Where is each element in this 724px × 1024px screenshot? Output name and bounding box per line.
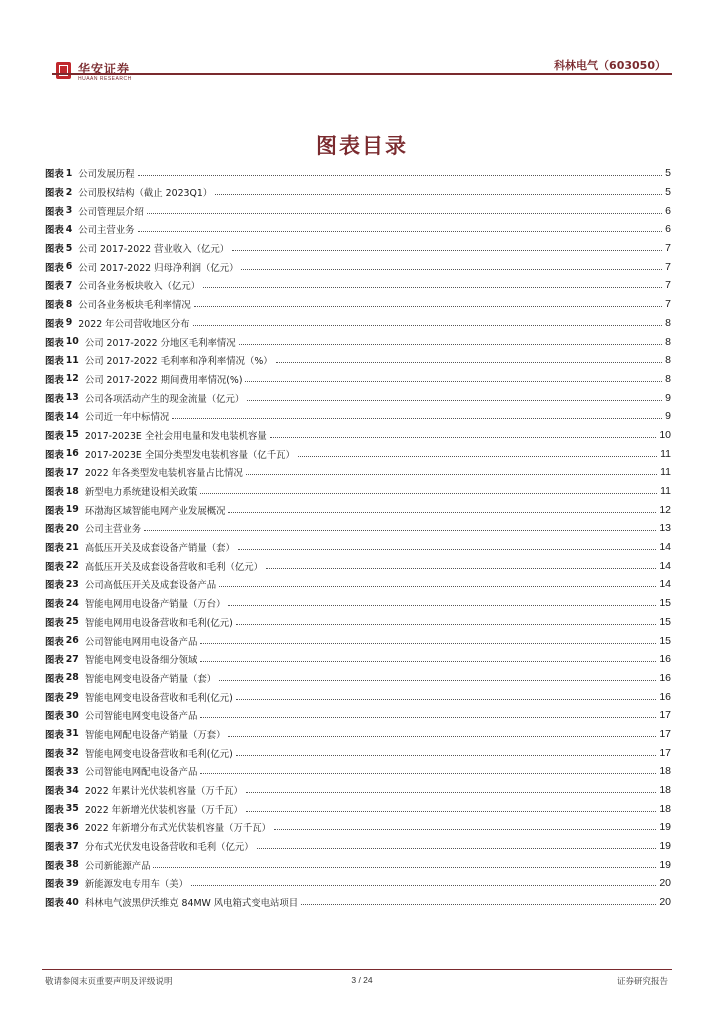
toc-entry-page: 5 — [665, 167, 671, 180]
toc-entry-leader — [236, 698, 657, 700]
toc-entry-leader — [138, 230, 663, 232]
toc-entry-leader — [241, 268, 662, 270]
toc-entry-page: 7 — [665, 260, 671, 273]
toc-entry-title: 公司 2017-2022 归母净利润（亿元） — [78, 262, 239, 274]
toc-entry-label: 图表 — [45, 412, 64, 424]
toc-entry-page: 8 — [665, 354, 671, 367]
toc-entry-leader — [138, 174, 663, 176]
toc-entry-label: 图表 — [45, 673, 64, 685]
toc-entry-number: 15 — [65, 429, 79, 441]
toc-entry[interactable] — [45, 500, 671, 519]
toc-entry-page: 13 — [659, 522, 671, 535]
toc-entry-title: 智能电网变电设备营收和毛利(亿元) — [84, 692, 233, 704]
toc-entry[interactable] — [45, 781, 671, 800]
toc-entry-page: 17 — [659, 709, 671, 722]
toc-entry-title: 公司主营业务 — [78, 225, 135, 237]
toc-entry-page: 5 — [665, 186, 671, 199]
toc-entry-number: 36 — [65, 821, 79, 833]
toc-entry-number: 33 — [65, 765, 79, 777]
toc-entry-number: 23 — [65, 578, 79, 590]
toc-entry-label: 图表 — [45, 823, 64, 835]
toc-entry[interactable] — [45, 295, 671, 314]
toc-entry[interactable] — [45, 575, 671, 594]
toc-entry-leader — [228, 604, 656, 606]
toc-entry-leader — [228, 511, 656, 513]
toc-entry-leader — [238, 548, 656, 550]
toc-entry-title: 2017-2023E 全国分类型发电装机容量（亿千瓦） — [84, 449, 295, 461]
toc-entry-number: 20 — [65, 522, 79, 534]
toc-entry-label: 图表 — [45, 206, 64, 218]
toc-entry-page: 11 — [660, 466, 671, 479]
toc-entry-number: 10 — [65, 336, 79, 348]
toc-entry-title: 高低压开关及成套设备营收和毛利（亿元） — [84, 561, 263, 573]
toc-entry-page: 19 — [659, 821, 671, 834]
toc-entry-number: 5 — [65, 242, 73, 254]
toc-entry-number: 18 — [65, 485, 79, 497]
toc-entry-leader — [274, 828, 656, 830]
toc-entry-title: 智能电网配电设备产销量（万套） — [84, 729, 226, 741]
toc-entry-leader — [194, 305, 662, 307]
toc-entry-title: 公司 2017-2022 期间费用率情况(%) — [84, 374, 243, 386]
toc-entry-leader — [298, 455, 657, 457]
toc-entry-leader — [200, 772, 656, 774]
toc-entry-number: 6 — [65, 261, 73, 273]
toc-entry-leader — [191, 884, 656, 886]
toc-entry[interactable] — [45, 519, 671, 538]
toc-entry-title: 智能电网变电设备细分领域 — [84, 655, 198, 667]
toc-entry-label: 图表 — [45, 898, 64, 910]
toc-entry-label: 图表 — [45, 786, 64, 798]
toc-entry-leader — [200, 642, 656, 644]
toc-entry-page: 18 — [659, 784, 671, 797]
toc-entry-leader — [236, 623, 657, 625]
page-number: 3 / 24 — [351, 975, 373, 985]
toc-entry-number: 4 — [65, 223, 73, 235]
toc-entry-page: 7 — [665, 298, 671, 311]
toc-entry[interactable] — [45, 874, 671, 893]
toc-entry-label: 图表 — [45, 487, 64, 499]
toc-entry-title: 2022 年新增分布式光伏装机容量（万千瓦） — [84, 823, 272, 835]
toc-entry-label: 图表 — [45, 225, 64, 237]
toc-entry-page: 9 — [665, 391, 671, 404]
toc-entry-page: 8 — [665, 335, 671, 348]
toc-entry-page: 20 — [659, 877, 671, 890]
toc-entry-leader — [219, 585, 656, 587]
toc-entry-title: 公司发展历程 — [78, 169, 135, 181]
toc-entry-number: 8 — [65, 298, 73, 310]
toc-entry-title: 智能电网变电设备营收和毛利(亿元) — [84, 748, 233, 760]
toc-entry-number: 39 — [65, 877, 79, 889]
toc-entry-leader — [232, 249, 662, 251]
toc-entry-leader — [270, 436, 657, 438]
toc-entry-leader — [301, 903, 656, 905]
toc-entry-label: 图表 — [45, 188, 64, 200]
toc-entry-label: 图表 — [45, 879, 64, 891]
report-type-label: 证券研究报告 — [616, 977, 668, 987]
toc-entry-title: 公司各项活动产生的现金流量（亿元） — [84, 393, 245, 405]
brand-logo-text: 华安证券 — [78, 62, 131, 76]
toc-entry-title: 2022 年累计光伏装机容量（万千瓦） — [84, 786, 243, 798]
page-header — [0, 0, 724, 80]
toc-entry-label: 图表 — [45, 860, 64, 872]
toc-entry-page: 19 — [659, 858, 671, 871]
toc-entry-label: 图表 — [45, 374, 64, 386]
toc-entry-leader — [276, 361, 662, 363]
toc-entry-label: 图表 — [45, 524, 64, 536]
toc-entry[interactable] — [45, 407, 671, 426]
toc-entry-number: 35 — [65, 803, 79, 815]
toc-entry-page: 18 — [659, 802, 671, 815]
toc-entry-leader — [153, 866, 656, 868]
toc-title: 图表目录 — [316, 134, 408, 158]
toc-entry-number: 2 — [65, 186, 73, 198]
toc-entry-leader — [236, 754, 657, 756]
toc-entry-title: 智能电网用电设备营收和毛利(亿元) — [84, 617, 233, 629]
toc-entry-leader — [200, 716, 656, 718]
toc-entry-page: 10 — [659, 428, 671, 441]
toc-entry-number: 32 — [65, 747, 79, 759]
toc-entry[interactable] — [45, 799, 671, 818]
toc-entry-number: 38 — [65, 859, 79, 871]
toc-entry-leader — [215, 193, 662, 195]
toc-entry-leader — [172, 417, 662, 419]
footer-divider — [42, 969, 672, 970]
toc-entry-title: 公司主营业务 — [84, 524, 142, 536]
toc-entry-page: 14 — [659, 578, 671, 591]
toc-entry-label: 图表 — [45, 505, 64, 517]
toc-entry[interactable] — [45, 239, 671, 258]
toc-entry-page: 14 — [659, 541, 671, 554]
toc-entry-page: 8 — [665, 372, 671, 385]
toc-entry[interactable] — [45, 650, 671, 669]
toc-entry-title: 公司智能电网配电设备产品 — [84, 767, 198, 779]
toc-entry-title: 公司高低压开关及成套设备产品 — [84, 580, 217, 592]
toc-entry-title: 公司股权结构（截止 2023Q1） — [78, 188, 213, 200]
toc-entry[interactable] — [45, 762, 671, 781]
toc-entry-number: 17 — [65, 466, 79, 478]
toc-entry-leader — [246, 791, 656, 793]
toc-entry-page: 8 — [665, 316, 671, 329]
toc-entry-number: 29 — [65, 691, 79, 703]
toc-entry-number: 28 — [65, 672, 79, 684]
toc-entry-leader — [193, 324, 663, 326]
toc-entry[interactable] — [45, 893, 671, 912]
toc-entry-number: 14 — [65, 410, 79, 422]
toc-entry-label: 图表 — [45, 281, 64, 293]
toc-entry[interactable] — [45, 332, 671, 351]
toc-entry-title: 公司 2017-2022 分地区毛利率情况 — [84, 337, 236, 349]
toc-entry-number: 16 — [65, 448, 79, 460]
toc-entry-page: 11 — [660, 485, 671, 498]
toc-entry[interactable] — [45, 314, 671, 333]
toc-entry[interactable] — [45, 257, 671, 276]
toc-entry-page: 6 — [665, 204, 671, 217]
logo-seal-icon — [56, 62, 71, 79]
toc-entry-leader — [203, 286, 662, 288]
toc-entry-number: 40 — [65, 896, 79, 908]
toc-entry-number: 7 — [65, 279, 73, 291]
toc-entry-number: 31 — [65, 728, 79, 740]
toc-entry[interactable] — [45, 220, 671, 239]
toc-entry-label: 图表 — [45, 748, 64, 760]
toc-entry-leader — [239, 343, 663, 345]
toc-entry-label: 图表 — [45, 337, 64, 349]
toc-entry-title: 分布式光伏发电设备营收和毛利（亿元） — [84, 842, 254, 854]
toc-entry-leader — [246, 810, 656, 812]
toc-entry-page: 15 — [659, 615, 671, 628]
toc-entry-page: 12 — [659, 503, 671, 516]
toc-entry-number: 22 — [65, 560, 79, 572]
toc-entry-page: 15 — [659, 634, 671, 647]
toc-entry-page: 15 — [659, 597, 671, 610]
toc-entry-number: 37 — [65, 840, 79, 852]
toc-entry-number: 25 — [65, 616, 79, 628]
toc-entry-leader — [257, 847, 657, 849]
toc-entry-label: 图表 — [45, 430, 64, 442]
toc-entry-title: 科林电气波黑伊沃维克 84MW 风电箱式变电站项目 — [84, 898, 299, 910]
toc-entry-page: 16 — [659, 690, 671, 703]
toc-entry-page: 20 — [659, 896, 671, 909]
toc-entry[interactable] — [45, 351, 671, 370]
toc-entry-number: 21 — [65, 541, 79, 553]
toc-entry-page: 17 — [659, 746, 671, 759]
toc-entry-leader — [228, 735, 656, 737]
toc-entry-page: 19 — [659, 840, 671, 853]
toc-entry-number: 1 — [65, 167, 73, 179]
toc-entry[interactable] — [45, 669, 671, 688]
toc-entry-number: 12 — [65, 373, 79, 385]
toc-entry[interactable] — [45, 687, 671, 706]
toc-entry-number: 13 — [65, 392, 79, 404]
toc-entry-title: 2022 年公司营收地区分布 — [78, 318, 190, 330]
toc-entry[interactable] — [45, 388, 671, 407]
toc-entry-leader — [147, 212, 662, 214]
toc-entry-title: 2022 年新增光伏装机容量（万千瓦） — [84, 804, 243, 816]
toc-entry-label: 图表 — [45, 356, 64, 368]
toc-entry[interactable] — [45, 426, 671, 445]
toc-entry-label: 图表 — [45, 636, 64, 648]
toc-entry-label: 图表 — [45, 692, 64, 704]
toc-entry[interactable] — [45, 482, 671, 501]
toc-entry-title: 公司近一年中标情况 — [84, 412, 170, 424]
toc-entry-title: 公司 2017-2022 营业收入（亿元） — [78, 244, 230, 256]
toc-entry-label: 图表 — [45, 804, 64, 816]
toc-entry[interactable] — [45, 556, 671, 575]
toc-entry-page: 6 — [665, 223, 671, 236]
toc-entry-title: 2022 年各类型发电装机容量占比情况 — [84, 468, 243, 480]
toc-list — [45, 164, 671, 912]
toc-entry-label: 图表 — [45, 169, 64, 181]
toc-entry-page: 16 — [659, 671, 671, 684]
toc-entry-number: 26 — [65, 635, 79, 647]
toc-entry-title: 环渤海区域智能电网产业发展概况 — [84, 505, 226, 517]
toc-entry[interactable] — [45, 631, 671, 650]
toc-entry-number: 19 — [65, 504, 79, 516]
toc-entry-leader — [200, 660, 656, 662]
toc-entry-label: 图表 — [45, 449, 64, 461]
toc-entry[interactable] — [45, 594, 671, 613]
toc-entry-label: 图表 — [45, 599, 64, 611]
brand-logo-subtext: HUAAN RESEARCH — [78, 76, 132, 82]
toc-entry-label: 图表 — [45, 262, 64, 274]
toc-entry-title: 公司 2017-2022 毛利率和净利率情况（%） — [84, 356, 273, 368]
toc-entry-number: 9 — [65, 317, 73, 329]
toc-entry-number: 11 — [65, 354, 79, 366]
toc-entry[interactable] — [45, 463, 671, 482]
toc-entry-number: 24 — [65, 597, 79, 609]
toc-entry-label: 图表 — [45, 655, 64, 667]
toc-entry-label: 图表 — [45, 543, 64, 555]
toc-entry[interactable] — [45, 725, 671, 744]
toc-entry[interactable] — [45, 837, 671, 856]
toc-entry[interactable] — [45, 855, 671, 874]
header-divider — [52, 73, 672, 75]
toc-entry-number: 3 — [65, 205, 73, 217]
toc-entry-label: 图表 — [45, 729, 64, 741]
toc-entry-title: 公司智能电网用电设备产品 — [84, 636, 198, 648]
toc-entry-title: 公司各业务板块收入（亿元） — [78, 281, 201, 293]
toc-entry-title: 新能源发电专用车（美） — [84, 879, 188, 891]
toc-entry-page: 18 — [659, 765, 671, 778]
toc-entry[interactable] — [45, 743, 671, 762]
toc-entry-leader — [200, 492, 657, 494]
toc-entry-label: 图表 — [45, 393, 64, 405]
toc-entry-label: 图表 — [45, 580, 64, 592]
toc-entry-label: 图表 — [45, 767, 64, 779]
toc-entry-page: 7 — [665, 279, 671, 292]
toc-entry-title: 高低压开关及成套设备产销量（套） — [84, 543, 235, 555]
toc-entry-label: 图表 — [45, 318, 64, 330]
toc-entry-label: 图表 — [45, 300, 64, 312]
toc-entry-label: 图表 — [45, 842, 64, 854]
toc-entry-title: 公司管理层介绍 — [78, 206, 144, 218]
toc-entry-number: 34 — [65, 784, 79, 796]
toc-entry-title: 智能电网用电设备产销量（万台） — [84, 599, 226, 611]
toc-entry-leader — [266, 567, 656, 569]
toc-entry[interactable] — [45, 818, 671, 837]
toc-entry-page: 16 — [659, 653, 671, 666]
toc-entry-leader — [247, 399, 662, 401]
toc-entry[interactable] — [45, 164, 671, 183]
toc-entry-leader — [245, 380, 662, 382]
toc-entry-number: 30 — [65, 709, 79, 721]
toc-entry-label: 图表 — [45, 561, 64, 573]
toc-entry-title: 公司各业务板块毛利率情况 — [78, 300, 191, 312]
toc-entry-page: 14 — [659, 559, 671, 572]
toc-entry[interactable] — [45, 538, 671, 557]
toc-entry-page: 7 — [665, 242, 671, 255]
toc-entry[interactable] — [45, 370, 671, 389]
toc-entry-number: 27 — [65, 653, 79, 665]
toc-entry[interactable] — [45, 276, 671, 295]
toc-entry-title: 公司新能源产品 — [84, 860, 151, 872]
toc-entry[interactable] — [45, 444, 671, 463]
toc-entry-page: 17 — [659, 727, 671, 740]
toc-entry-leader — [219, 679, 656, 681]
toc-entry-title: 公司智能电网变电设备产品 — [84, 711, 198, 723]
toc-entry-title: 新型电力系统建设相关政策 — [84, 487, 198, 499]
toc-entry[interactable] — [45, 183, 671, 202]
toc-entry-title: 2017-2023E 全社会用电量和发电装机容量 — [84, 430, 267, 442]
toc-entry-label: 图表 — [45, 617, 64, 629]
footer-disclaimer: 敬请参阅末页重要声明及评级说明 — [45, 977, 173, 987]
toc-entry-label: 图表 — [45, 711, 64, 723]
toc-entry-leader — [144, 529, 656, 531]
toc-entry-page: 9 — [665, 410, 671, 423]
toc-entry-page: 11 — [660, 447, 671, 460]
toc-entry-leader — [246, 473, 657, 475]
toc-entry-label: 图表 — [45, 244, 64, 256]
toc-entry-title: 智能电网变电设备产销量（套） — [84, 673, 217, 685]
toc-entry[interactable] — [45, 706, 671, 725]
toc-entry[interactable] — [45, 613, 671, 632]
toc-entry-label: 图表 — [45, 468, 64, 480]
company-ticker: 科林电气（603050） — [554, 59, 666, 72]
toc-entry[interactable] — [45, 201, 671, 220]
